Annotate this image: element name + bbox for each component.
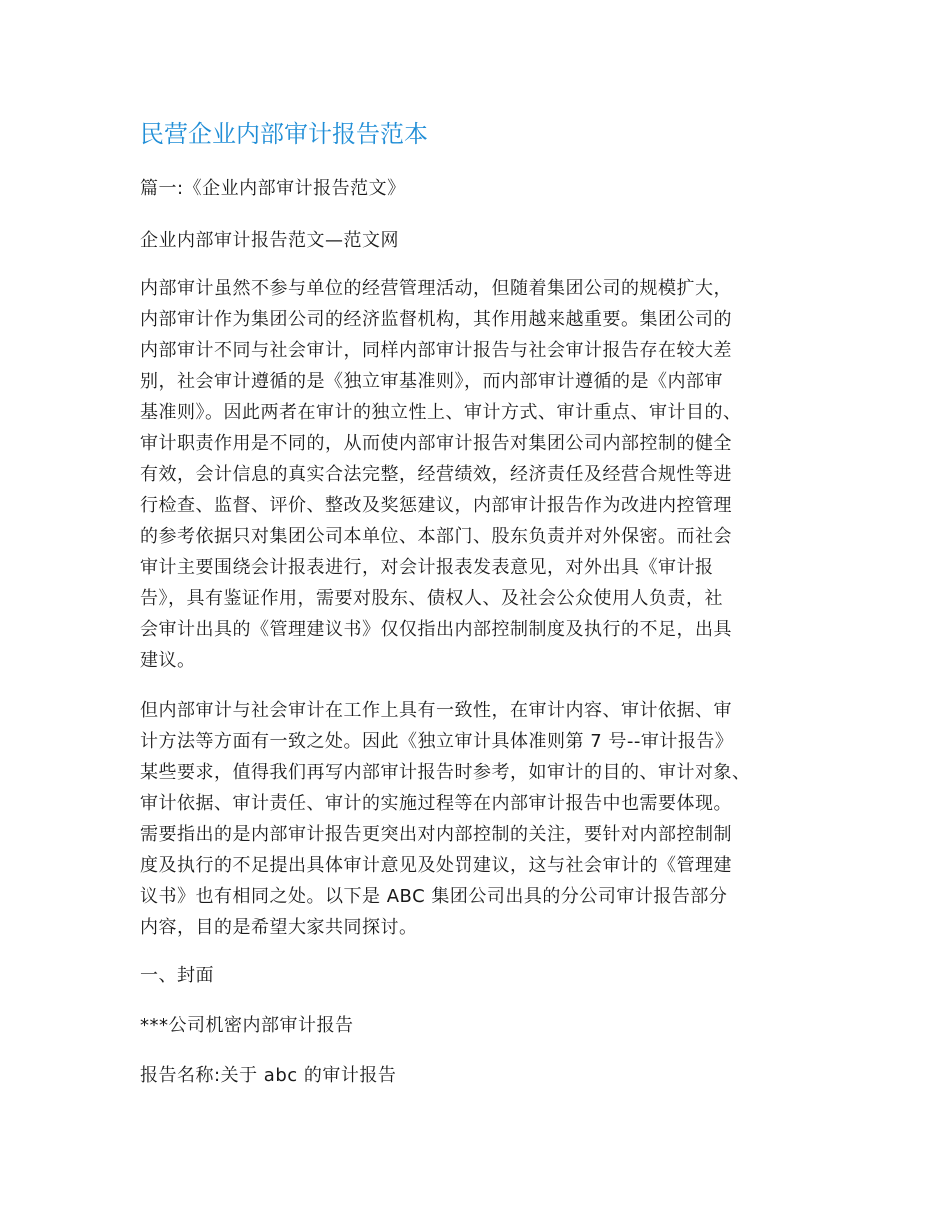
paragraph-line: 别，社会审计遵循的是《独立审基准则》，而内部审计遵循的是《内部审 xyxy=(140,371,723,392)
paragraph-line: 内部审计虽然不参与单位的经营管理活动，但随着集团公司的规模扩大， xyxy=(140,278,732,299)
paragraph-line: 审计依据、审计责任、审计的实施过程等在内部审计报告中也需要体现。 xyxy=(140,793,732,814)
paragraph-2 xyxy=(140,695,820,943)
paragraph-line: 但内部审计与社会审计在工作上具有一致性，在审计内容、审计依据、审 xyxy=(140,700,732,721)
paragraph-line: 度及执行的不足提出具体审计意见及处罚建议，这与社会审计的《管理建 xyxy=(140,855,732,876)
subtitle-article-one: 篇一:《企业内部审计报告范文》 xyxy=(140,178,406,199)
confidential-report-line: ***公司机密内部审计报告 xyxy=(140,1015,354,1036)
paragraph-line: 建议。 xyxy=(140,650,196,671)
report-name-line: 报告名称:关于 abc 的审计报告 xyxy=(140,1065,397,1086)
paragraph-line: 告》，具有鉴证作用，需要对股东、债权人、及社会公众使用人负责，社 xyxy=(140,588,723,609)
paragraph-line: 会审计出具的《管理建议书》仅仅指出内部控制制度及执行的不足，出具 xyxy=(140,619,732,640)
paragraph-1 xyxy=(140,273,820,676)
paragraph-line: 有效，会计信息的真实合法完整，经营绩效，经济责任及经营合规性等进 xyxy=(140,464,732,485)
paragraph-line: 内容，目的是希望大家共同探讨。 xyxy=(140,917,418,938)
section-heading-cover: 一、封面 xyxy=(140,965,214,986)
paragraph-line: 计方法等方面有一致之处。因此《独立审计具体准则第 7 号--审计报告》 xyxy=(140,731,734,752)
subtitle-source: 企业内部审计报告范文—范文网 xyxy=(140,230,399,251)
document-title: 民营企业内部审计报告范本 xyxy=(140,120,428,148)
paragraph-line: 审计职责作用是不同的，从而使内部审计报告对集团公司内部控制的健全 xyxy=(140,433,732,454)
paragraph-line: 基准则》。因此两者在审计的独立性上、审计方式、审计重点、审计目的、 xyxy=(140,402,742,423)
paragraph-line: 审计主要围绕会计报表进行，对会计报表发表意见，对外出具《审计报 xyxy=(140,557,714,578)
paragraph-line: 需要指出的是内部审计报告更突出对内部控制的关注，要针对内部控制制 xyxy=(140,824,732,845)
paragraph-line: 内部审计不同与社会审计，同样内部审计报告与社会审计报告存在较大差 xyxy=(140,340,732,361)
paragraph-line: 某些要求，值得我们再写内部审计报告时参考，如审计的目的、审计对象、 xyxy=(140,762,751,783)
paragraph-line: 议书》也有相同之处。以下是 ABC 集团公司出具的分公司审计报告部分 xyxy=(140,886,728,907)
paragraph-line: 内部审计作为集团公司的经济监督机构，其作用越来越重要。集团公司的 xyxy=(140,309,732,330)
paragraph-line: 的参考依据只对集团公司本单位、本部门、股东负责并对外保密。而社会 xyxy=(140,526,732,547)
paragraph-line: 行检查、监督、评价、整改及奖惩建议，内部审计报告作为改进内控管理 xyxy=(140,495,732,516)
